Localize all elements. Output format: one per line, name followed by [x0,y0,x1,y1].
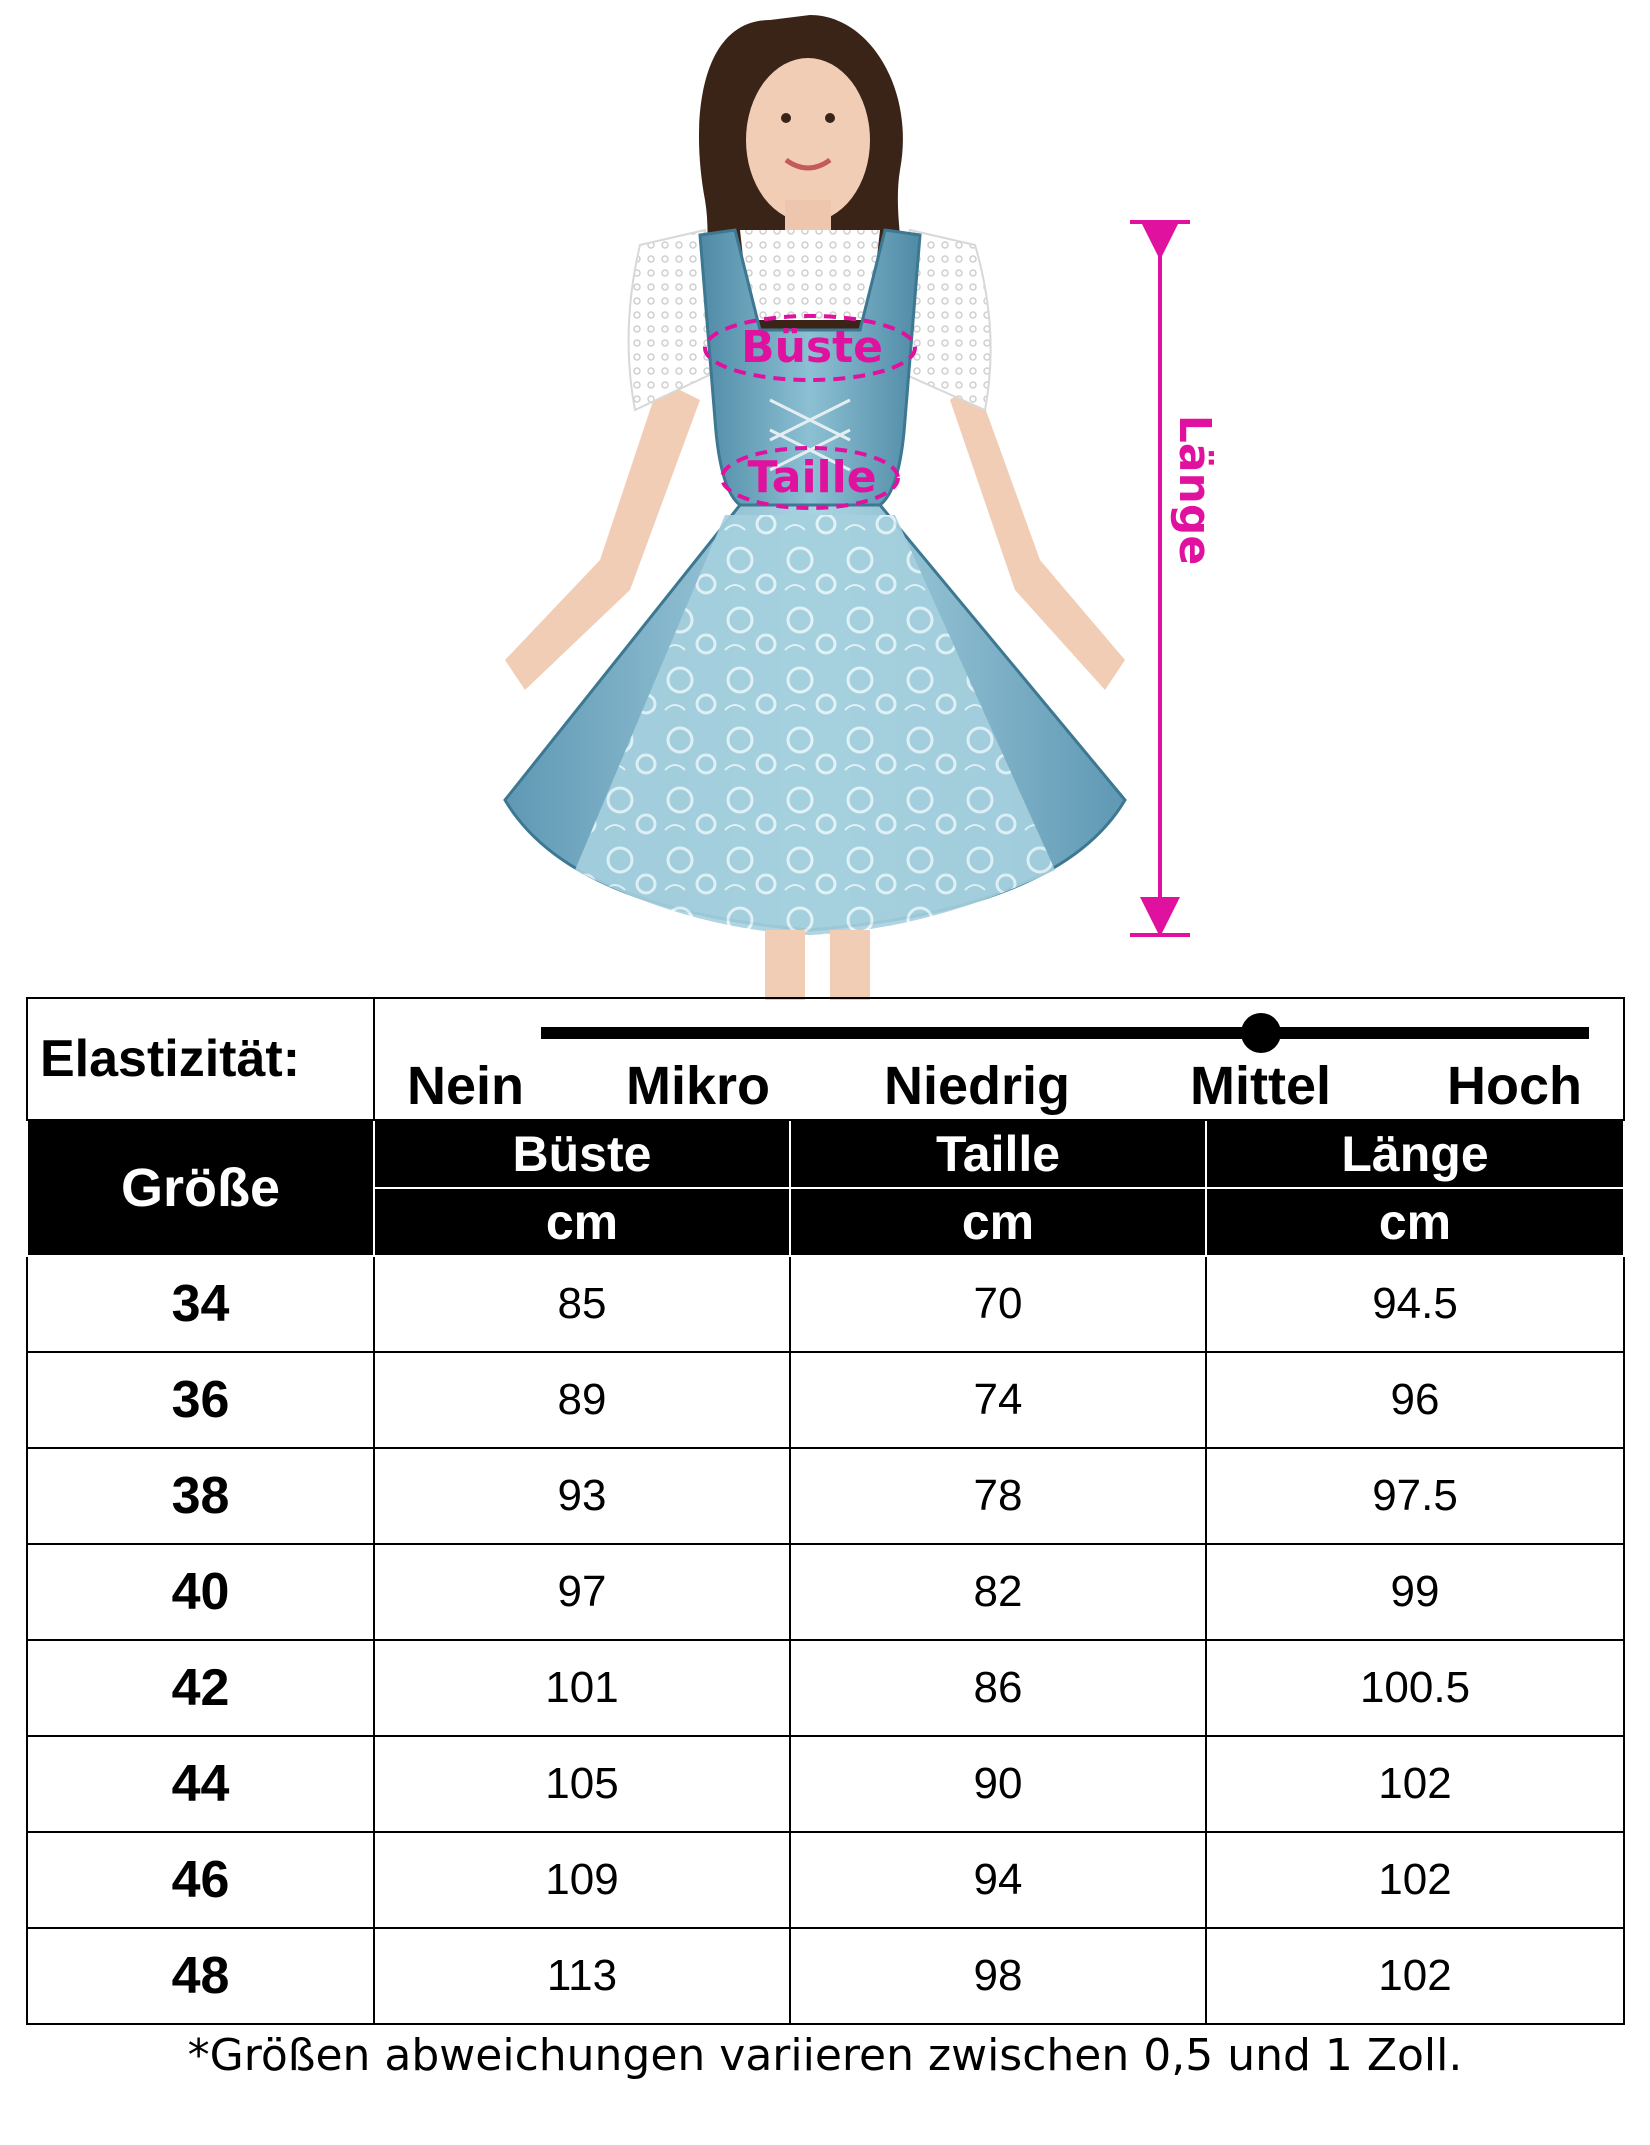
size-cell: 34 [27,1256,374,1352]
table-row [27,1736,1624,1832]
table-row [27,1832,1624,1928]
bust-cell: 113 [374,1928,790,2024]
elasticity-level-mikro: Mikro [626,1056,771,1116]
elasticity-scale [374,998,1624,1120]
waist-column-header: Taille [790,1120,1206,1188]
bust-callout: Büste [741,322,883,373]
waist-cell: 74 [790,1352,1206,1448]
size-cell: 46 [27,1832,374,1928]
footnote: *Größen abweichungen variieren zwischen 0,5 und 1 Zoll. [187,2030,1463,2081]
dress-model-illustration [0,0,1650,1000]
bust-cell: 109 [374,1832,790,1928]
elasticity-track [541,1027,1589,1039]
elasticity-indicator [1241,1013,1281,1053]
length-cell: 102 [1206,1832,1624,1928]
waist-cell: 86 [790,1640,1206,1736]
waist-cell: 90 [790,1736,1206,1832]
length-measure-marker [1130,222,1220,935]
elasticity-level-mittel: Mittel [1190,1056,1331,1116]
table-row [27,1352,1624,1448]
waist-cell: 82 [790,1544,1206,1640]
legs-shape [765,930,870,1000]
waist-callout: Taille [747,452,877,503]
size-column-header: Größe [27,1120,374,1256]
size-cell: 36 [27,1352,374,1448]
table-row [27,1928,1624,2024]
waist-cell: 94 [790,1832,1206,1928]
length-cell: 102 [1206,1928,1624,2024]
length-cell: 96 [1206,1352,1624,1448]
length-callout: Länge [1169,414,1220,566]
waist-cell: 98 [790,1928,1206,2024]
size-chart-table [26,997,1625,2025]
bust-unit-header: cm [374,1188,790,1256]
elasticity-level-nein: Nein [407,1056,525,1116]
waist-cell: 70 [790,1256,1206,1352]
waist-measure-marker [722,448,898,508]
waist-unit-header: cm [790,1188,1206,1256]
bust-cell: 89 [374,1352,790,1448]
table-row [27,1640,1624,1736]
size-cell: 40 [27,1544,374,1640]
table-header-row [27,1120,1624,1188]
elasticity-level-niedrig: Niedrig [884,1056,1071,1116]
elasticity-label: Elastizität: [27,998,374,1120]
table-row [27,1256,1624,1352]
size-rows [27,1256,1624,2024]
size-cell: 38 [27,1448,374,1544]
table-row [27,1544,1624,1640]
waist-cell: 78 [790,1448,1206,1544]
length-cell: 97.5 [1206,1448,1624,1544]
length-cell: 100.5 [1206,1640,1624,1736]
length-cell: 94.5 [1206,1256,1624,1352]
bust-cell: 101 [374,1640,790,1736]
elasticity-levels [375,1055,1623,1115]
length-unit-header: cm [1206,1188,1624,1256]
length-cell: 99 [1206,1544,1624,1640]
bust-cell: 85 [374,1256,790,1352]
size-cell: 48 [27,1928,374,2024]
length-column-header: Länge [1206,1120,1624,1188]
bust-cell: 93 [374,1448,790,1544]
bust-column-header: Büste [374,1120,790,1188]
elasticity-level-hoch: Hoch [1447,1056,1582,1116]
bust-cell: 105 [374,1736,790,1832]
bust-cell: 97 [374,1544,790,1640]
size-cell: 44 [27,1736,374,1832]
size-cell: 42 [27,1640,374,1736]
length-cell: 102 [1206,1736,1624,1832]
elasticity-row [27,998,1624,1120]
table-row [27,1448,1624,1544]
